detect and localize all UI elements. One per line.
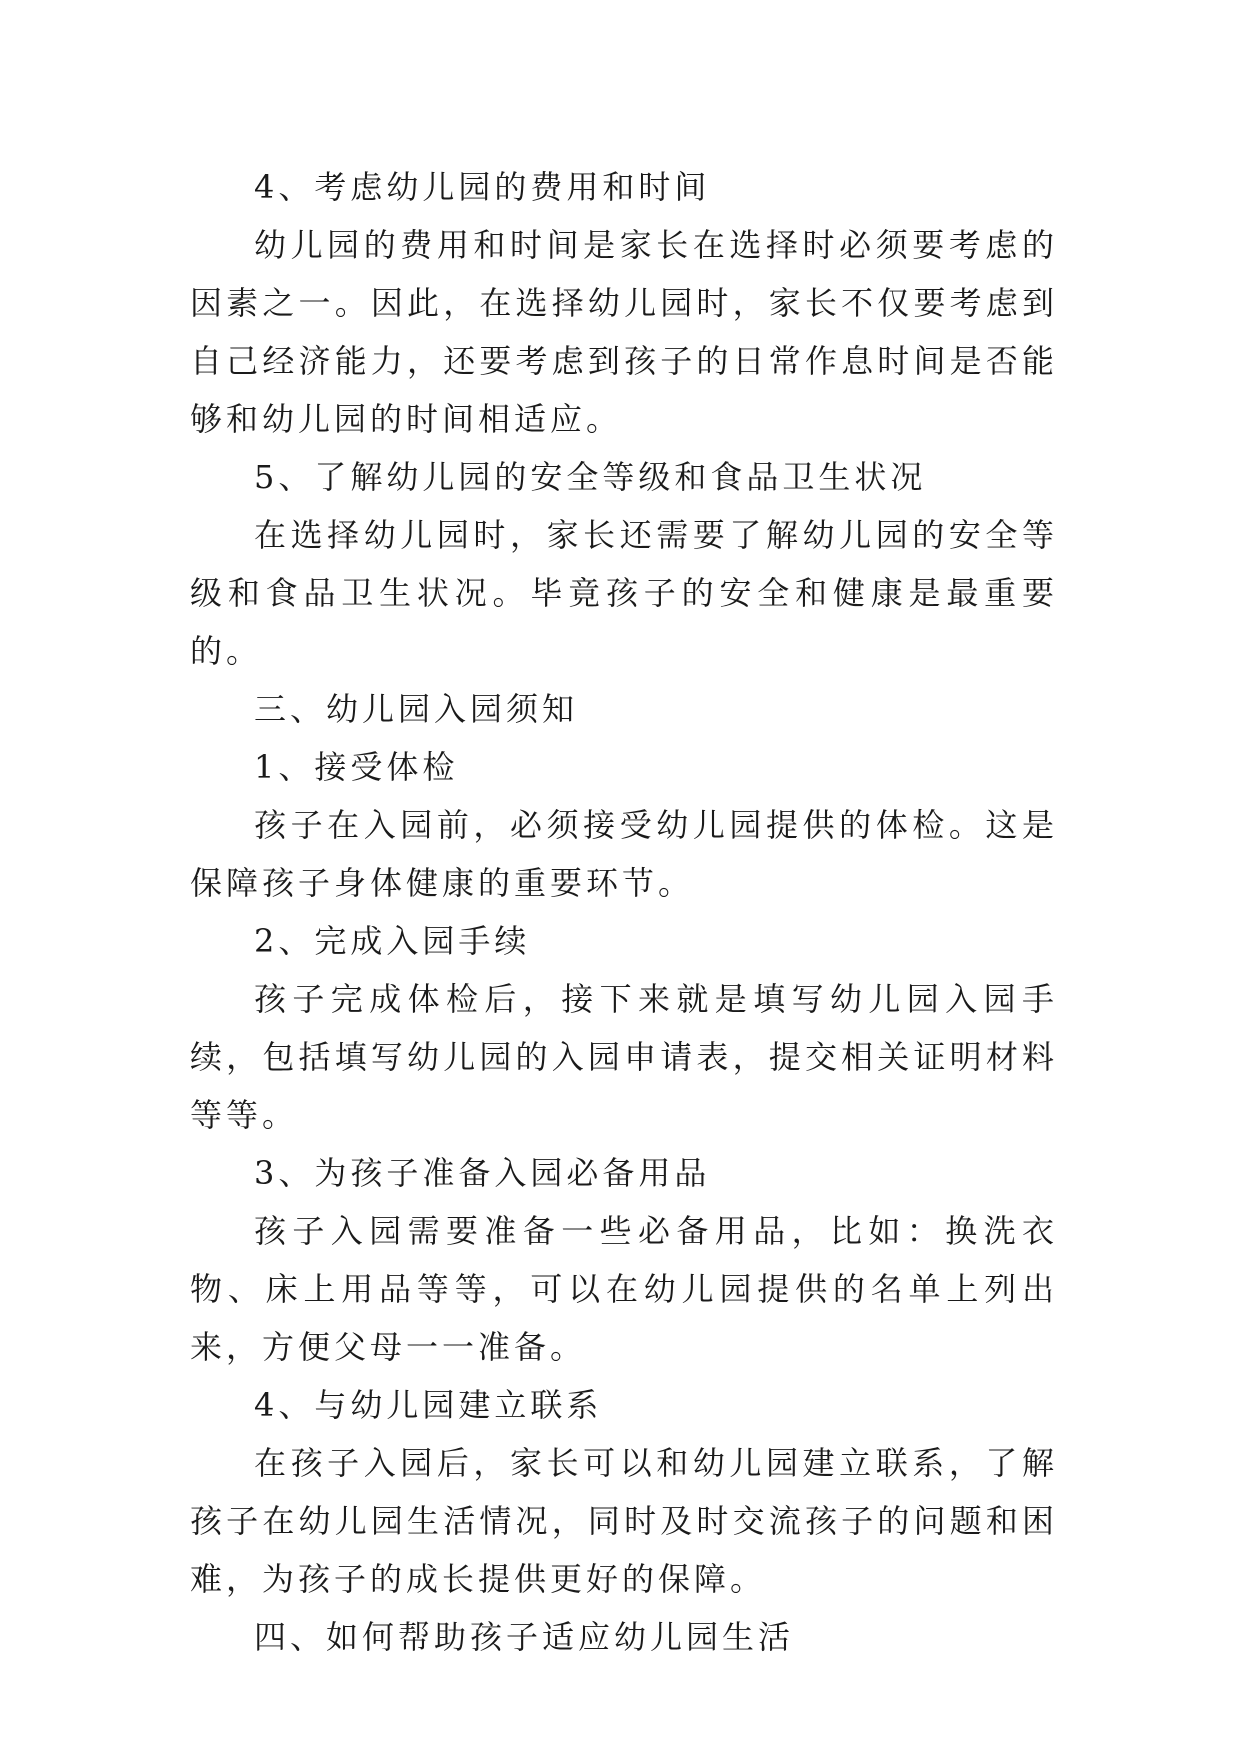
paragraph-health-check: 孩子在入园前，必须接受幼儿园提供的体检。这是保障孩子身体健康的重要环节。 — [190, 806, 1058, 902]
heading-contact-kindergarten: 4、与幼儿园建立联系 — [254, 1386, 603, 1424]
heading-safety-and-food: 5、了解幼儿园的安全等级和食品卫生状况 — [254, 458, 927, 496]
section-heading-adaptation: 四、如何帮助孩子适应幼儿园生活 — [254, 1618, 795, 1656]
paragraph-admission-procedures: 孩子完成体检后，接下来就是填写幼儿园入园手续，包括填写幼儿园的入园申请表，提交相关证明材料等等。 — [190, 980, 1058, 1134]
paragraph-necessities: 孩子入园需要准备一些必备用品，比如：换洗衣物、床上用品等等，可以在幼儿园提供的名单上列出来，方便父母一一准备。 — [190, 1212, 1058, 1366]
heading-health-check: 1、接受体检 — [254, 748, 459, 786]
paragraph-safety-and-food: 在选择幼儿园时，家长还需要了解幼儿园的安全等级和食品卫生状况。毕竟孩子的安全和健康是最重要的。 — [190, 516, 1058, 670]
heading-admission-procedures: 2、完成入园手续 — [254, 922, 531, 960]
paragraph-fees-and-time: 幼儿园的费用和时间是家长在选择时必须要考虑的因素之一。因此，在选择幼儿园时，家长不仅要考虑到自己经济能力，还要考虑到孩子的日常作息时间是否能够和幼儿园的时间相适应。 — [190, 226, 1058, 438]
paragraph-contact-kindergarten: 在孩子入园后，家长可以和幼儿园建立联系，了解孩子在幼儿园生活情况，同时及时交流孩子的问题和困难，为孩子的成长提供更好的保障。 — [190, 1444, 1058, 1598]
document-body — [190, 158, 1058, 1666]
heading-fees-and-time: 4、考虑幼儿园的费用和时间 — [254, 168, 711, 206]
heading-necessities: 3、为孩子准备入园必备用品 — [254, 1154, 711, 1192]
section-heading-admission-notes: 三、幼儿园入园须知 — [254, 690, 579, 728]
